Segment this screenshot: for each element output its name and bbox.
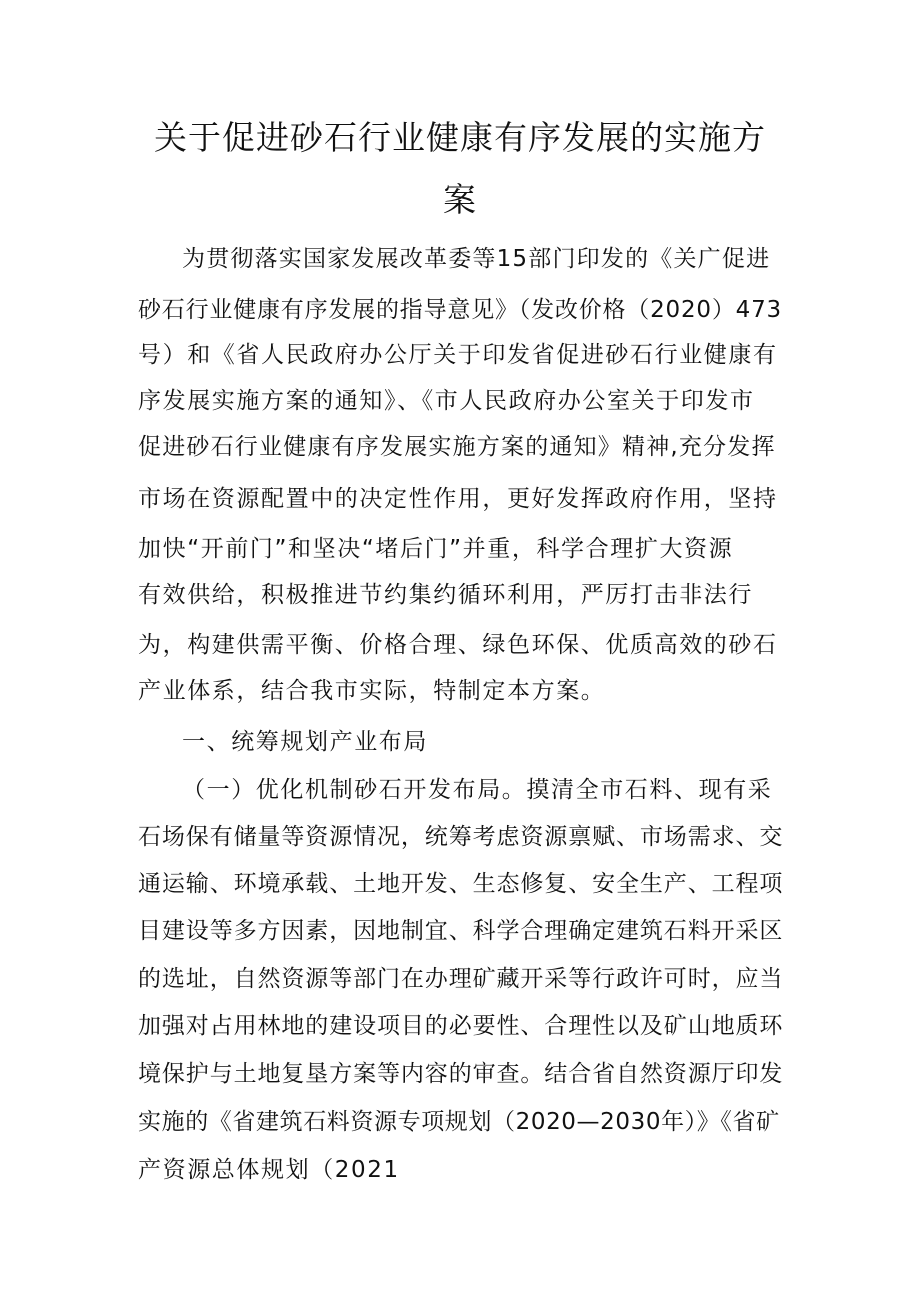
body-line-12: （一）优化机制砂石开发布局。摸清全市石料、现有采 — [182, 777, 773, 803]
body-line-1: 为贯彻落实国家发展改革委等15部门印发的《关广促进 — [182, 246, 771, 272]
section-heading-1: 一、统筹规划产业布局 — [182, 729, 428, 755]
body-line-17: 加强对占用林地的建设项目的必要性、合理性以及矿山地质环 — [138, 1013, 784, 1039]
body-line-8: 有效供给，积极推进节约集约循环利用，严厉打击非法行 — [138, 582, 753, 608]
document-title-line-2: 案 — [443, 180, 477, 219]
body-line-9: 为，构建供需平衡、价格合理、绿色环保、优质高效的砂石 — [138, 632, 778, 658]
body-line-20: 产资源总体规划（2021 — [138, 1157, 400, 1183]
body-line-13: 石场保有储量等资源情况，统筹考虑资源禀赋、市场需求、交 — [138, 824, 784, 850]
document-title-line-1: 关于促进砂石行业健康有序发展的实施方 — [154, 118, 766, 157]
body-line-2: 砂石行业健康有序发展的指导意见》（发改价格（2020）473 — [138, 297, 782, 323]
body-line-7: 加快“开前门”和坚决“堵后门”并重，科学合理扩大资源 — [138, 536, 734, 562]
body-line-3: 号）和《省人民政府办公厅关于印发省促进砂石行业健康有 — [138, 342, 778, 368]
body-line-5: 促进砂石行业健康有序发展实施方案的通知》精神,充分发挥 — [138, 434, 776, 460]
body-line-16: 的选址，自然资源等部门在办理矿藏开采等行政许可时，应当 — [138, 966, 784, 992]
body-line-19: 实施的《省建筑石料资源专项规划（2020—2030年）》《省矿 — [138, 1109, 780, 1135]
body-line-10: 产业体系，结合我市实际，特制定本方案。 — [138, 678, 606, 704]
body-line-15: 目建设等多方因素，因地制宜、科学合理确定建筑石料开采区 — [138, 918, 784, 944]
body-line-6: 市场在资源配置中的决定性作用，更好发挥政府作用，坚持 — [138, 486, 778, 512]
body-line-14: 通运输、环境承载、土地开发、生态修复、安全生产、工程项 — [138, 871, 784, 897]
body-line-18: 境保护与土地复垦方案等内容的审查。结合省自然资源厅印发 — [138, 1061, 784, 1087]
body-line-4: 序发展实施方案的通知》、《市人民政府办公室关于印发市 — [138, 388, 755, 414]
